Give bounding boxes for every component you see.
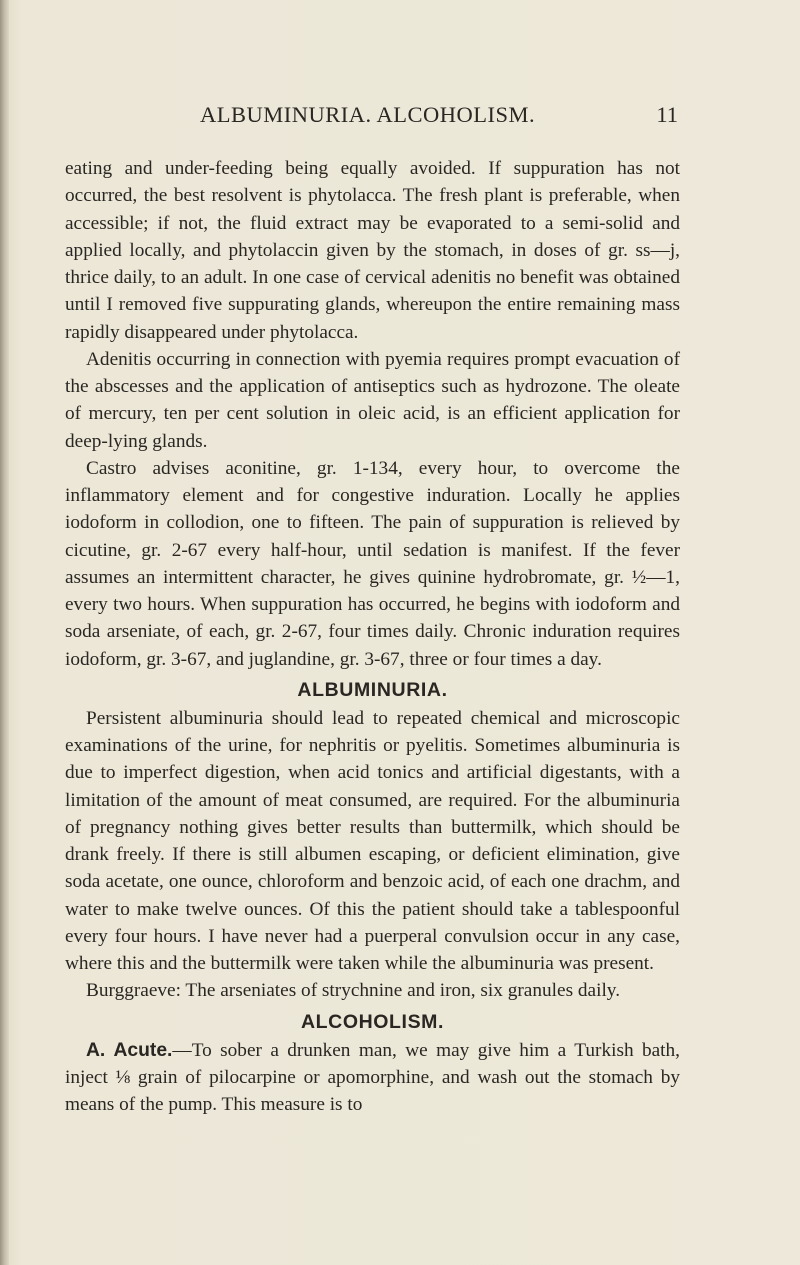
paragraph-alcoholism-acute [65,1037,680,1119]
body-text [65,155,680,1118]
page-binding-edge [0,0,9,1265]
page-number: 11 [656,102,678,127]
paragraph-albuminuria: Persistent albuminuria should lead to repeated chemical and microscopic examinations of the urine, for nephritis or pyelitis. Sometimes albuminuria is due to imperfect digestion, when acid tonics and artificial digestants, with a limitation of the amount of meat consumed, are required. For the albuminuria of pregnancy nothing gives better results than buttermilk, which should be drank freely. If there is still albumen escaping, or deficient elimination, give soda acetate, one ounce, chloroform and benzoic acid, of each one drachm, and water to make twelve ounces. Of this the patient should take a tablespoonful every four hours. I have never had a puerperal convulsion occur in any case, where this and the buttermilk were taken while the albuminuria was present. [65,707,680,974]
paragraph-adenitis-continued: eating and under-feeding being equally avoided. If suppuration has not occurred, the best resolvent is phytolacca. The fresh plant is preferable, when accessible; if not, the fluid extract may be evaporated to a semi-solid and applied locally, and phytolaccin given by the stomach, in doses of gr. ss—j, thrice daily, to an adult. In one case of cervical adenitis no benefit was obtained until I removed five suppurating glands, whereupon the entire remaining mass rapidly disappeared under phytolacca. [65,158,680,343]
paragraph-alcoholism-acute-text: —To sober a drunken man, we may give him a Turkish bath, inject ⅛ grain of pilocarpine or apomorphine, and wash out the stomach by means of the pump. This measure is to [65,1039,680,1115]
subsection-label-acute: A. Acute. [86,1039,173,1061]
paragraph-castro: Castro advises aconitine, gr. 1-134, every hour, to overcome the inflammatory element and for congestive induration. Locally he applies iodoform in collodion, one to fifteen. The pain of suppuration is relieved by cicutine, gr. 2-67 every half-hour, until sedation is manifest. If the fever assumes an intermittent character, he gives quinine hydrobromate, gr. ½—1, every two hours. When suppuration has occurred, he begins with iodoform and soda arseniate, of each, gr. 2-67, four times daily. Chronic induration requires iodoform, gr. 3-67, and juglandine, gr. 3-67, three or four times a day. [65,457,680,670]
section-heading-alcoholism: ALCOHOLISM. [300,1010,445,1033]
paragraph-burggraeve: Burggraeve: The arseniates of strychnine and iron, six granules daily. [86,980,621,1002]
paragraph-adenitis-pyemia: Adenitis occurring in connection with pyemia requires prompt evacuation of the abscesses and the application of antiseptics such as hydrozone. The oleate of mercury, ten per cent solution in oleic acid, is an efficient application for deep-lying glands. [65,348,680,452]
section-heading-albuminuria: ALBUMINURIA. [297,678,448,701]
running-header: ALBUMINURIA. ALCOHOLISM. [200,102,536,127]
